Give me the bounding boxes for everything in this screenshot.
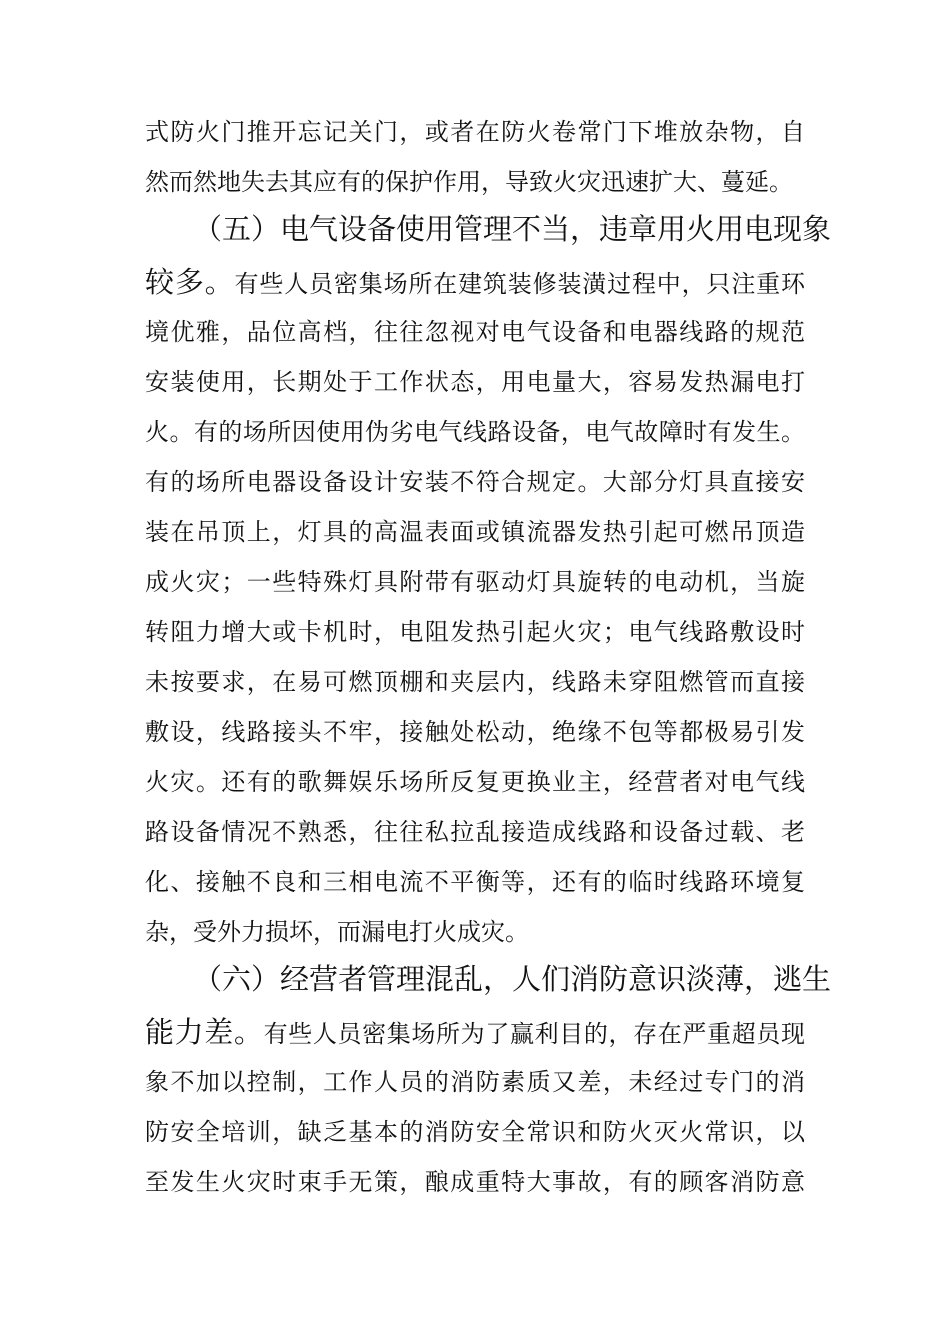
paragraph-line: 安装使用，长期处于工作状态，用电量大，容易发热漏电打: [145, 368, 805, 396]
paragraph-text: 有些人员密集场所在建筑装修装潢过程中，只注重环: [234, 270, 805, 298]
paragraph-line: 火。有的场所因使用伪劣电气线路设备，电气故障时有发生。: [145, 418, 805, 446]
paragraph-line: 防安全培训，缺乏基本的消防安全常识和防火灭火常识，以: [145, 1118, 805, 1146]
section-heading: （六）经营者管理混乱，人们消防意识淡薄，逃生: [193, 962, 832, 996]
paragraph-text: 有些人员密集场所为了赢利目的，存在严重超员现: [263, 1020, 805, 1048]
section-heading-continued: 能力差。: [145, 1015, 264, 1049]
paragraph-line: 转阻力增大或卡机时，电阻发热引起火灾；电气线路敷设时: [145, 618, 805, 646]
paragraph-line: 装在吊顶上，灯具的高温表面或镇流器发热引起可燃吊顶造: [145, 518, 805, 546]
paragraph-line: 成火灾；一些特殊灯具附带有驱动灯具旋转的电动机，当旋: [145, 568, 805, 596]
paragraph-line: 至发生火灾时束手无策，酿成重特大事故，有的顾客消防意: [145, 1168, 805, 1196]
paragraph-line: 火灾。还有的歌舞娱乐场所反复更换业主，经营者对电气线: [145, 768, 805, 796]
paragraph-line: 境优雅，品位高档，往往忽视对电气设备和电器线路的规范: [145, 318, 805, 346]
paragraph-line: 杂，受外力损坏，而漏电打火成灾。: [145, 918, 529, 946]
paragraph-line: 化、接触不良和三相电流不平衡等，还有的临时线路环境复: [145, 868, 805, 896]
section-heading: （五）电气设备使用管理不当，违章用火用电现象: [193, 212, 832, 246]
paragraph-line: 未按要求，在易可燃顶棚和夹层内，线路未穿阻燃管而直接: [145, 668, 805, 696]
paragraph-line: 象不加以控制，工作人员的消防素质又差，未经过专门的消: [145, 1068, 805, 1096]
paragraph-line: 然而然地失去其应有的保护作用，导致火灾迅速扩大、蔓延。: [145, 168, 793, 196]
paragraph-line: 有的场所电器设备设计安装不符合规定。大部分灯具直接安: [145, 468, 805, 496]
paragraph-line: 敷设，线路接头不牢，接触处松动，绝缘不包等都极易引发: [145, 718, 805, 746]
paragraph-line: 路设备情况不熟悉，往往私拉乱接造成线路和设备过载、老: [145, 818, 805, 846]
paragraph-line: [145, 1016, 805, 1050]
paragraph-line: 式防火门推开忘记关门，或者在防火卷常门下堆放杂物，自: [145, 118, 805, 146]
section-heading-continued: 较多。: [145, 265, 235, 299]
paragraph-line: [145, 266, 805, 300]
